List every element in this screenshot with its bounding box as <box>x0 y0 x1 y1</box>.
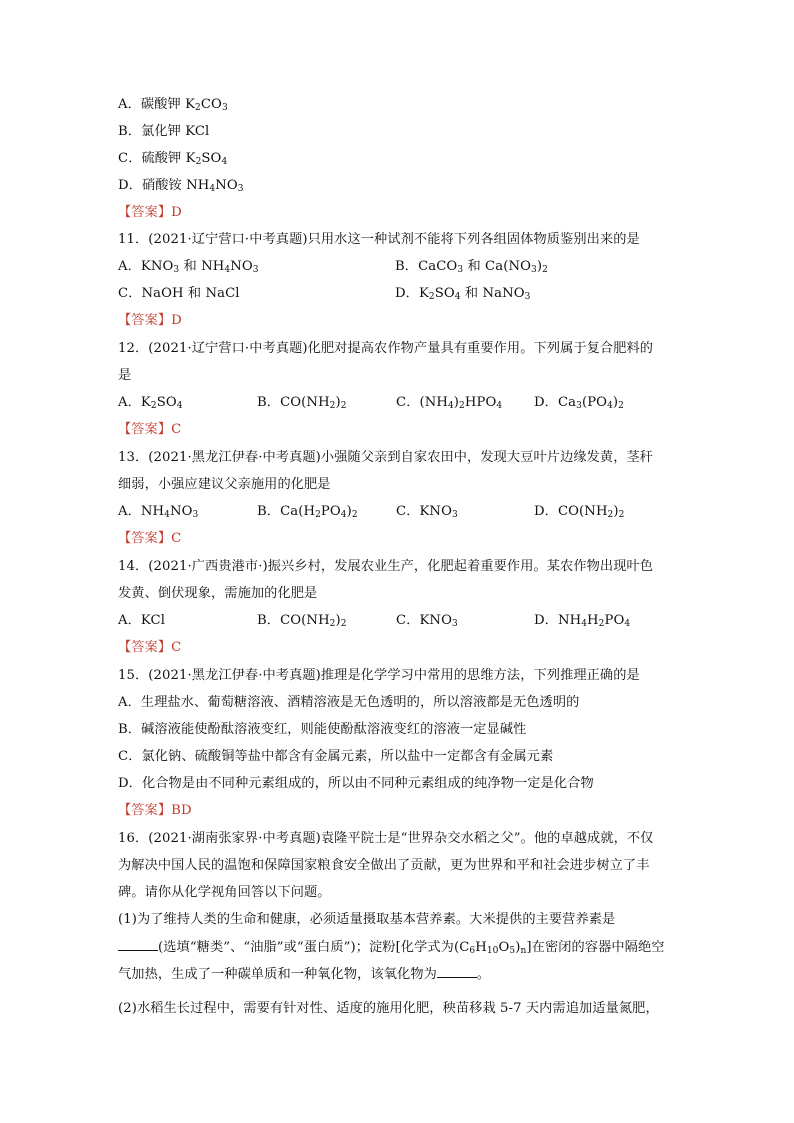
q11-option-b: B．CaCO$_3$ 和 $Ca(NO_3)_2$ <box>395 259 548 275</box>
q11-stem: 11．(2021·辽宁营口·中考真题)只用水这一种试剂不能将下列各组固体物质鉴别出来的是 <box>118 232 640 247</box>
q16-part2: (2)水稻生长过程中，需要有针对性、适度的施用化肥，秧苗移栽 5-7 天内需追加适量氮肥， <box>118 1001 659 1016</box>
q15-option-b: B．碱溶液能使酚酞溶液变红，则能使酚酞溶液变红的溶液一定显碱性 <box>118 722 527 737</box>
q11-option-a: A．$KNO_3$ 和 $NH_4NO_3$ <box>118 259 259 275</box>
q13-answer: 【答案】C <box>118 531 182 546</box>
q13-stem: 13．(2021·黑龙江伊春·中考真题)小强随父亲到自家农田中，发现大豆叶片边缘发黄，茎秆 <box>118 450 654 465</box>
q10-option-d: D．硝酸铵 $NH_4NO_3$ <box>118 178 244 194</box>
q16-part1-line3: 气加热，生成了一种碳单质和一种氧化物，该氧化物为 。 <box>118 967 491 982</box>
q13-option-c: C．$KNO_3$ <box>396 504 458 520</box>
q11-option-c: C．NaOH 和 NaCl <box>118 286 240 301</box>
q12-option-a: A．$K_2SO_4$ <box>118 395 183 411</box>
q16-part1-line2: (选填“糖类”、“油脂”或“蛋白质”)；淀粉[化学式为$(C_6H_{10}O_5)_n$]在密闭的容器中隔绝空 <box>118 938 665 957</box>
q14-option-c: C．$KNO_3$ <box>396 613 458 629</box>
q10-option-a: A．碳酸钾 $K_2CO_3$ <box>118 97 228 113</box>
q12-option-d: D．$Ca_3(PO_4)_2$ <box>534 395 624 411</box>
q13-option-b: B．$Ca(H_2PO_4)_2$ <box>257 504 358 520</box>
q16-stem: 16．(2021·湖南张家界·中考真题)袁隆平院士是“世界杂交水稻之父”。他的卓越成就，不仅 <box>118 831 654 846</box>
q13-option-d: D．$CO(NH_2)_2$ <box>534 504 625 520</box>
q11-answer: 【答案】D <box>118 313 182 328</box>
q16-part1: (1)为了维持人类的生命和健康，必须适量摄取基本营养素。大米提供的主要营养素是 <box>118 912 616 927</box>
q10-option-b: B．氯化钾 KCl <box>118 124 210 139</box>
q15-option-a: A．生理盐水、葡萄糖溶液、酒精溶液是无色透明的，所以溶液都是无色透明的 <box>118 695 580 710</box>
q15-answer: 【答案】BD <box>118 803 192 818</box>
q15-stem: 15．(2021·黑龙江伊春·中考真题)推理是化学学习中常用的思维方法，下列推理正确的是 <box>118 668 640 683</box>
q10-answer: 【答案】D <box>118 205 182 220</box>
q16-stem-line3: 碑。请你从化学视角回答以下问题。 <box>118 885 331 900</box>
q12-option-b: B．$CO(NH_2)_2$ <box>257 395 347 411</box>
q13-option-a: A．$NH_4NO_3$ <box>118 504 199 520</box>
q12-option-c: C．$(NH_4)_2HPO_4$ <box>396 395 503 411</box>
q12-stem: 12．(2021·辽宁营口·中考真题)化肥对提高农作物产量具有重要作用。下列属于复合肥料的 <box>118 341 654 356</box>
q14-answer: 【答案】C <box>118 640 182 655</box>
q13-stem-cont: 细弱，小强应建议父亲施用的化肥是 <box>118 477 331 492</box>
q12-stem-cont: 是 <box>118 368 132 383</box>
q11-option-d: D．$K_2SO_4$ 和 NaNO$_3$ <box>395 286 531 302</box>
q14-option-a: A．KCl <box>118 613 166 628</box>
q14-stem-cont: 发黄、倒伏现象，需施加的化肥是 <box>118 586 318 601</box>
q16-stem-line2: 为解决中国人民的温饱和保障国家粮食安全做出了贡献，更为世界和平和社会进步树立了丰 <box>118 858 650 873</box>
q14-option-d: D．$NH_4H_2PO_4$ <box>534 613 631 629</box>
q15-option-c: C．氯化钠、硫酸铜等盐中都含有金属元素，所以盐中一定都含有金属元素 <box>118 749 554 764</box>
q14-stem: 14．(2021·广西贵港市·)振兴乡村，发展农业生产，化肥起着重要作用。某农作物出现叶色 <box>118 559 654 574</box>
q12-answer: 【答案】C <box>118 422 182 437</box>
q10-option-c: C．硫酸钾 $K_2SO_4$ <box>118 151 228 167</box>
q14-option-b: B．$CO(NH_2)_2$ <box>257 613 347 629</box>
q15-option-d: D．化合物是由不同种元素组成的，所以由不同种元素组成的纯净物一定是化合物 <box>118 776 594 791</box>
